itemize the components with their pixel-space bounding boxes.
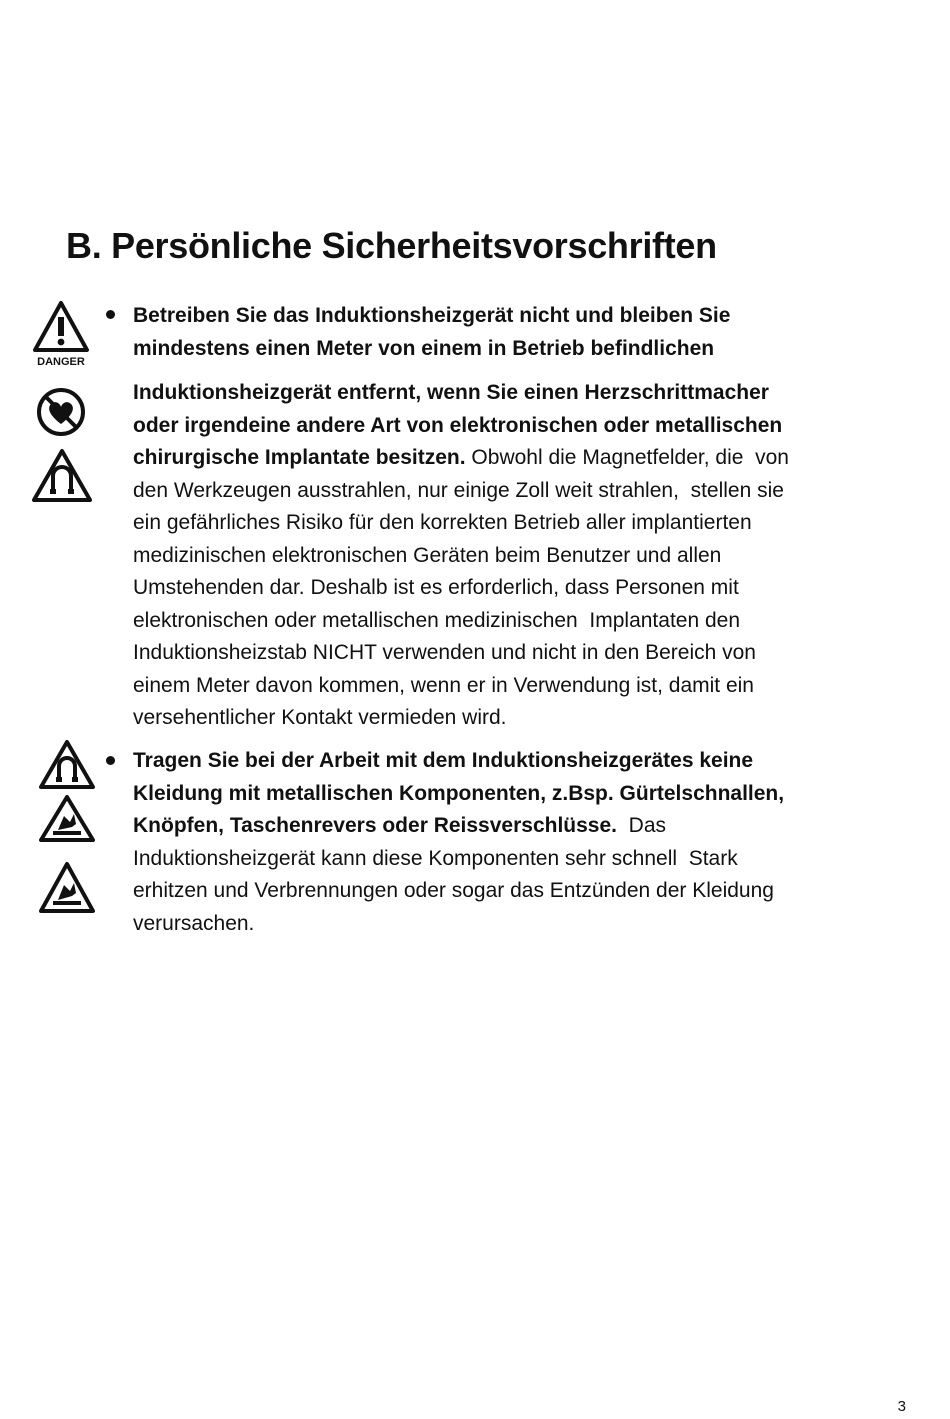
danger-warning-icon (31, 300, 91, 370)
magnetic-field-warning-icon (38, 739, 96, 791)
magnetic-field-warning-icon (31, 448, 93, 504)
normal-text: verursachen. (133, 911, 255, 935)
danger-label: DANGER (37, 356, 85, 368)
bullet-1-text-part-1 (133, 300, 730, 365)
text-line (133, 637, 789, 670)
text-line (133, 810, 784, 843)
text-line (133, 300, 730, 333)
text-line (133, 507, 789, 540)
text-line (133, 442, 789, 475)
bold-text: chirurgische Implantate besitzen. (133, 446, 466, 469)
normal-text: Umstehenden dar. Deshalb ist es erforderlich, dass Personen mit (133, 576, 739, 599)
text-line (133, 572, 789, 605)
hot-surface-warning-icon (38, 861, 96, 915)
section-title: B. Persönliche Sicherheitsvorschriften (66, 225, 717, 266)
bold-text: mindestens einen Meter von einem in Betrieb befindlichen (133, 336, 715, 360)
normal-text: elektronischen oder metallischen medizinischen Implantaten den (133, 608, 741, 632)
normal-text: Obwohl die Magnetfelder, die von (465, 446, 789, 469)
page-number: 3 (897, 1398, 906, 1415)
text-line (133, 702, 789, 735)
normal-text: Das (616, 814, 666, 837)
normal-text: einem Meter davon kommen, wenn er in Verwendung ist, damit ein (133, 673, 754, 697)
normal-text: den Werkzeugen ausstrahlen, nur einige Zoll weit strahlen, stellen sie (133, 478, 784, 502)
hot-surface-warning-icon (38, 794, 96, 844)
bullet-1-text-part-2 (133, 377, 789, 735)
text-line (133, 875, 784, 908)
text-line (133, 377, 789, 410)
bullet-point (106, 756, 115, 765)
normal-text: versehentlicher Kontakt vermieden wird. (133, 706, 507, 729)
text-line (133, 475, 789, 508)
bold-text: Induktionsheizgerät entfernt, wenn Sie einen Herzschrittmacher (133, 381, 769, 404)
bold-text: Kleidung mit metallischen Komponenten, z.Bsp. Gürtelschnallen, (133, 781, 785, 805)
normal-text: ein gefährliches Risiko für den korrekten Betrieb aller implantierten (133, 511, 752, 534)
bold-text: Knöpfen, Taschenrevers oder Reissverschlüsse. (133, 814, 617, 837)
no-pacemaker-icon (35, 386, 87, 438)
text-line (133, 540, 789, 573)
bold-text: oder irgendeine andere Art von elektronischen oder metallischen (133, 413, 783, 437)
text-line (133, 670, 789, 703)
text-line (133, 745, 784, 778)
text-line (133, 778, 784, 811)
bullet-point (106, 310, 115, 319)
text-line (133, 605, 789, 638)
text-line (133, 410, 789, 443)
text-line (133, 333, 730, 366)
normal-text: erhitzen und Verbrennungen oder sogar das Entzünden der Kleidung (133, 879, 774, 902)
text-line (133, 843, 784, 876)
normal-text: medizinischen elektronischen Geräten beim Benutzer und allen (133, 543, 722, 567)
bold-text: Betreiben Sie das Induktionsheizgerät nicht und bleiben Sie (133, 304, 731, 327)
text-line (133, 908, 784, 941)
normal-text: Induktionsheizstab NICHT verwenden und nicht in den Bereich von (133, 641, 756, 664)
bold-text: Tragen Sie bei der Arbeit mit dem Induktionsheizgerätes keine (133, 749, 754, 772)
normal-text: Induktionsheizgerät kann diese Komponenten sehr schnell Stark (133, 846, 738, 870)
bullet-2-text (133, 745, 784, 940)
